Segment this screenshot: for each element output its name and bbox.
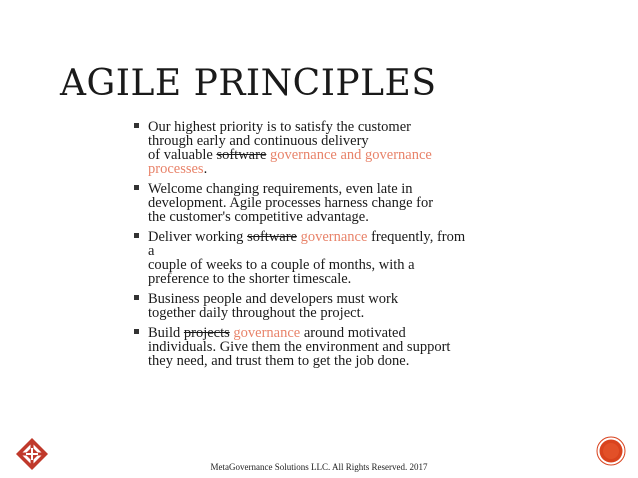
bullet-line — [148, 340, 574, 354]
slide-title: AGILE PRINCIPLES — [60, 63, 437, 104]
struck-text: software — [216, 147, 267, 163]
square-bullet-icon — [134, 329, 139, 334]
bullet-text: development. Agile processes harness change for — [148, 195, 434, 211]
replacement-text: governance — [296, 229, 368, 245]
bullet-line — [148, 196, 574, 210]
replacement-text: governance — [229, 325, 301, 341]
bullet-text: together daily throughout the project. — [148, 305, 365, 321]
square-bullet-icon — [134, 123, 139, 128]
bullet-line — [148, 230, 574, 244]
bullet-line — [148, 258, 574, 272]
bullet-text: individuals. Give them the environment and support — [148, 339, 451, 355]
bullet-line — [148, 306, 574, 320]
bullet-line — [148, 272, 574, 286]
bullet-item — [134, 230, 574, 286]
struck-text: software — [247, 229, 297, 245]
bullet-item — [134, 292, 574, 320]
footer-copyright: MetaGovernance Solutions LLC. All Rights Reserved. 2017 — [210, 462, 428, 472]
bullet-text: a — [148, 243, 155, 259]
next-slide-circle-icon[interactable] — [596, 436, 626, 466]
bullet-line — [148, 148, 574, 162]
bullet-line — [148, 210, 574, 224]
square-bullet-icon — [134, 185, 139, 190]
bullet-text: around motivated — [300, 325, 406, 341]
bullet-text: they need, and trust them to get the job done. — [148, 353, 410, 369]
bullet-text: . — [203, 161, 208, 177]
bullet-line — [148, 120, 574, 134]
bullet-text: preference to the shorter timescale. — [148, 271, 352, 287]
bullet-item — [134, 120, 574, 176]
bullet-text: the customer's competitive advantage. — [148, 209, 369, 225]
bullet-text: of valuable — [148, 147, 217, 163]
bullet-line — [148, 182, 574, 196]
bullet-text: Deliver working — [148, 229, 248, 245]
bullet-list — [134, 120, 574, 374]
bullet-item — [134, 182, 574, 224]
bullet-line — [148, 354, 574, 368]
square-bullet-icon — [134, 295, 139, 300]
bullet-text: Business people and developers must work — [148, 291, 399, 307]
square-bullet-icon — [134, 233, 139, 238]
struck-text: projects — [183, 325, 230, 341]
replacement-text: governance and governance — [266, 147, 432, 163]
bullet-text: through early and continuous delivery — [148, 133, 369, 149]
bullet-line — [148, 134, 574, 148]
bullet-line — [148, 326, 574, 340]
bullet-text: Build — [148, 325, 184, 341]
bullet-line — [148, 162, 574, 176]
bullet-text: Welcome changing requirements, even late in — [148, 181, 413, 197]
bullet-item — [134, 326, 574, 368]
replacement-text: processes — [148, 161, 204, 177]
bullet-text: frequently, from — [367, 229, 466, 245]
bullet-line — [148, 292, 574, 306]
bullet-line — [148, 244, 574, 258]
bullet-text: Our highest priority is to satisfy the customer — [148, 119, 411, 135]
bullet-text: couple of weeks to a couple of months, with a — [148, 257, 415, 273]
